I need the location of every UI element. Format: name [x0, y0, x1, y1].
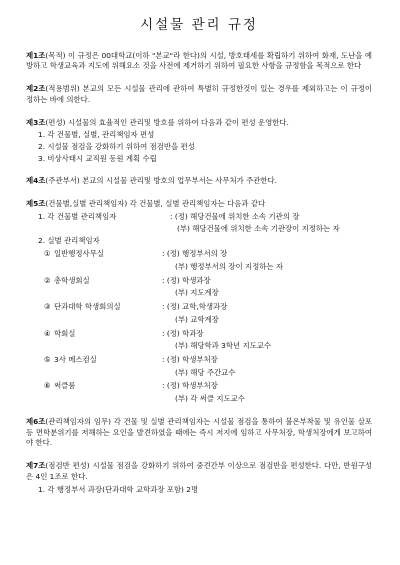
role-name	[44, 355, 162, 366]
list-item: 2. 시설물 점검을 강화하기 위하여 점검반을 편성	[38, 141, 195, 151]
role-row	[44, 355, 372, 366]
article-7-text	[26, 461, 372, 482]
article-heading: (적용범위)	[45, 84, 80, 94]
document-title: 시설물 관리 규정	[140, 17, 258, 33]
role-vice-text: (부) 각 써클 지도교수	[175, 394, 245, 404]
role-name	[44, 381, 162, 392]
article-body: 시설물의 효율적인 관리및 방호를 위하여 다음과 같이 편성 운영한다.	[65, 117, 289, 127]
role-entry	[44, 249, 372, 272]
role-row	[44, 381, 372, 392]
circled-number: ②	[44, 275, 51, 285]
role-vice-text: (부) 교학계장	[175, 314, 219, 324]
article-2	[26, 84, 372, 105]
role-vice	[44, 368, 372, 379]
article-body: 이 규정은 00대학교(이하 "본교"라 한다)의 시설, 방호태세를 확립하기 위하여 화재, 도난을 예방하고 학생교육과 지도에 위해요소 것을 사전에 제거하기 위하여 필요한 사항을 규정함을 목적으로 한다	[26, 50, 372, 71]
article-number: 제7조	[26, 461, 46, 471]
article-body: 본교의 모든 시설물 관리에 관하여 특별히 규정한것이 있는 경우를 제외하고는 이 규정이 정하는 바에 의한다.	[26, 84, 372, 104]
role-vice	[44, 394, 372, 405]
role-vice-text: (부) 해당학과 3학년 지도교수	[175, 341, 272, 351]
article-number: 제4조	[26, 176, 46, 186]
article-2-text	[26, 84, 372, 105]
role-main: : (정) 학생부처장	[162, 381, 218, 391]
article-number: 제2조	[26, 84, 46, 94]
article-6-text	[26, 417, 372, 449]
role-main: : (정) 교학,학생과장	[162, 302, 228, 312]
article-5	[26, 199, 372, 405]
article-7	[26, 461, 372, 495]
article-heading: (편성)	[45, 117, 66, 127]
article-heading: (주관부서)	[45, 176, 80, 186]
role-entry	[44, 355, 372, 378]
role-name	[44, 302, 162, 313]
article-body: 각 건물별, 실별 관리책임자는 다음과 같다	[127, 199, 266, 209]
role-vice-text: (부) 해당 주간교수	[175, 367, 236, 377]
article-1-text	[26, 51, 372, 72]
article-7-items	[26, 485, 372, 496]
role-vice	[44, 262, 372, 273]
role-name	[44, 329, 162, 340]
role-row	[44, 329, 372, 340]
article-heading: (목적)	[45, 50, 66, 60]
circled-number: ①	[44, 249, 51, 259]
list-item: 3. 비상사태시 교직원 동원 계획 수립	[38, 153, 157, 163]
list-item-room-manager	[38, 236, 372, 405]
article-5-text	[26, 199, 372, 210]
article-3-text	[26, 118, 372, 129]
article-5-items	[26, 212, 372, 405]
building-manager-main: : (정) 해당건물에 위치한 소속 기관의 장	[170, 211, 300, 221]
circled-number: ⑥	[44, 381, 51, 391]
role-row	[44, 276, 372, 287]
role-main: : (정) 학생과장	[162, 275, 211, 285]
article-body: 본교의 시설물 관리및 방호의 업무부서는 사무처가 주관한다.	[79, 176, 278, 186]
role-entry	[44, 381, 372, 404]
role-name-text: 단과대학 학생회의실	[54, 302, 121, 312]
room-manager-roles	[44, 249, 372, 405]
role-main: : (정) 학생부처장	[162, 354, 218, 364]
article-4	[26, 176, 372, 187]
role-main: : (정) 행정부서의 장	[162, 249, 228, 259]
role-entry	[44, 276, 372, 299]
role-name-text: 총학생회실	[54, 275, 90, 285]
role-row	[44, 302, 372, 313]
role-name-text: 3사 메스컴실	[54, 354, 97, 364]
list-item: 1. 각 건물별, 실별, 관리책임자 편성	[38, 130, 155, 140]
article-heading: (점검반 편성)	[45, 461, 90, 471]
article-number: 제6조	[26, 416, 46, 426]
article-body: 각 건물 및 실별 관리책임자는 시설물 점검을 통하여 불온부착물 및 유인물 살포등 면학분위기를 저해하는 요인을 발견하였을 때에는 즉시 저지에 임하고 사무처장, 학생처장에게 보고하여야 한다.	[26, 416, 372, 448]
article-3	[26, 118, 372, 165]
role-main: : (정) 학과장	[162, 328, 204, 338]
circled-number: ③	[44, 302, 51, 312]
role-name-text: 써클룸	[54, 381, 76, 391]
room-manager-label: 2. 실별 관리책임자	[38, 236, 100, 246]
role-row	[44, 249, 372, 260]
role-name	[44, 276, 162, 287]
role-vice	[44, 288, 372, 299]
building-manager-row	[38, 212, 372, 223]
article-number: 제1조	[26, 50, 46, 60]
article-number: 제5조	[26, 199, 46, 209]
article-6	[26, 417, 372, 449]
building-manager-vice	[38, 224, 372, 235]
building-manager-vice-text: (부) 해당건물에 위치한 소속 기관장이 지정하는 자	[177, 223, 340, 233]
role-entry	[44, 329, 372, 352]
building-manager-label: 1. 각 건물별 관리책임자	[38, 211, 117, 221]
article-4-text	[26, 176, 372, 187]
circled-number: ④	[44, 328, 51, 338]
role-name-text: 학회실	[54, 328, 76, 338]
circled-number: ⑤	[44, 354, 51, 364]
article-3-items	[26, 130, 372, 164]
role-vice-text: (부) 지도계장	[175, 288, 219, 298]
list-item-building-manager	[38, 212, 372, 234]
role-entry	[44, 302, 372, 325]
role-name-text: 일반행정사무실	[54, 249, 104, 259]
article-1	[26, 51, 372, 72]
role-name	[44, 249, 162, 260]
role-vice	[44, 341, 372, 352]
article-heading: (관리책임자의 임무)	[45, 416, 112, 426]
article-number: 제3조	[26, 117, 46, 127]
article-body: 시설물 점검을 강화하기 위하여 중견간부 이상으로 점검반을 편성한다. 다만, 반원구성은 4인 1조로 한다.	[26, 461, 372, 481]
role-vice-text: (부) 행정부서의 장이 지정하는 자	[175, 261, 283, 271]
article-heading: (건물별,실별 관리책임자)	[45, 199, 128, 209]
list-item: 1. 각 행정부서 과장(단과대학 교학과장 포함) 2명	[38, 484, 199, 494]
role-vice	[44, 315, 372, 326]
